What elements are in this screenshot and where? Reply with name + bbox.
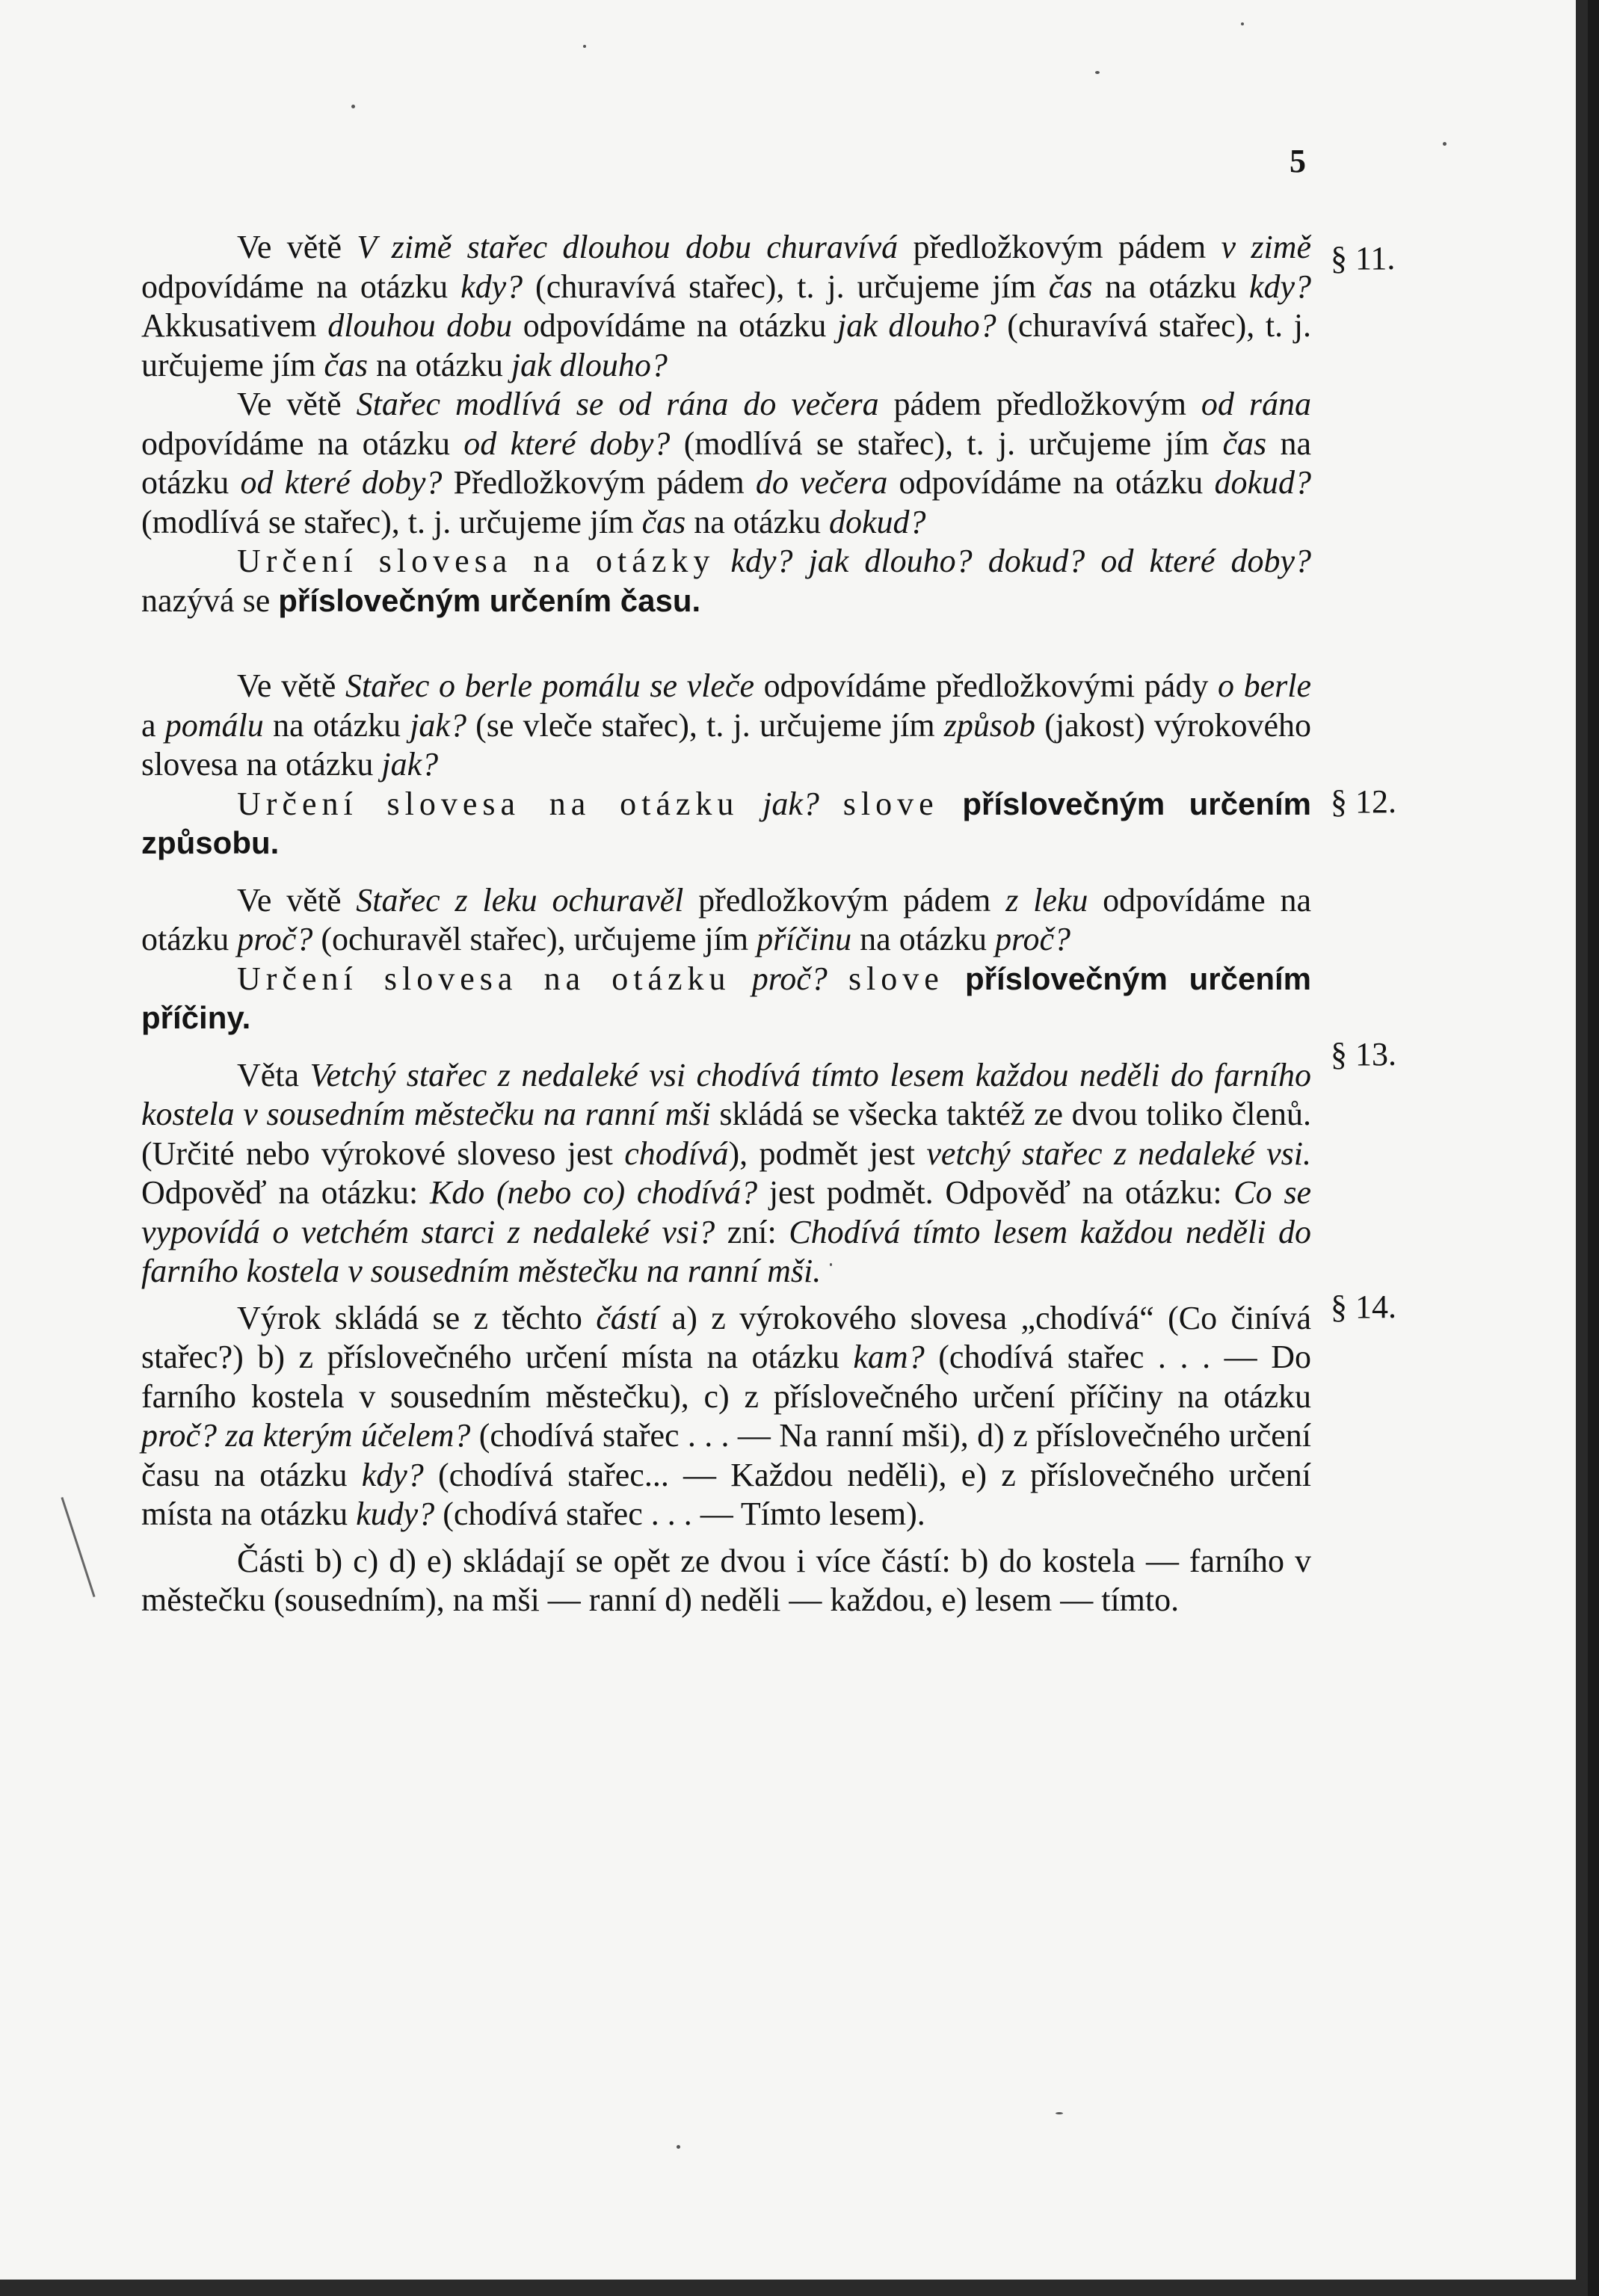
paragraph-cause: Ve větě Stařec z leku ochuravěl předložkovým pádem z leku odpovídáme na otázku proč? (ochuravěl stařec), určujeme jím příčinu na otázku proč? <box>141 881 1311 957</box>
scan-scratch <box>61 1497 95 1597</box>
paragraph-manner: Ve větě Stařec o berle pomálu se vleče odpovídáme předložkovými pády o berle a pomálu na otázku jak? (se vleče stařec), t. j. určujeme jím způsob (jakost) výrokového slovesa na otázku jak? <box>141 667 1312 783</box>
section-mark-13: § 13. <box>1331 1036 1396 1073</box>
section-mark-11: § 11. <box>1331 240 1396 277</box>
scan-speck <box>1443 142 1447 146</box>
section-mark-14: § 14. <box>1331 1289 1396 1325</box>
paragraph-time-1: Ve větě V zimě stařec dlouhou dobu churavívá předložkovým pádem v zimě odpovídáme na otázku kdy? (churavívá stařec), t. j. určujeme jím čas na otázku kdy? Akkusativem dlouhou dobu odpovídáme na otázku jak dlouho? (churavívá stařec), t. j. určujeme jím čas na otázku jak dlouho? <box>141 229 1312 383</box>
section-mark-12: § 12. <box>1331 783 1396 820</box>
paragraph-subparts: Části b) c) d) e) skládají se opět ze dvou i více částí: b) do kostela — farního v městečku (sousedním), na mši — ranní d) neděli — každou, e) lesem — tímto. <box>141 1542 1311 1618</box>
scan-speck <box>1241 22 1244 25</box>
page-number: 5 <box>1290 143 1306 179</box>
scan-speck <box>830 1263 832 1266</box>
definition-time: Určení slovesa na otázky kdy? jak dlouho? dokud? od které doby? nazývá se příslovečným určením času. <box>141 543 1311 619</box>
scan-speck <box>1095 71 1100 74</box>
paragraph-time-2: Ve větě Stařec modlívá se od rána do večera pádem předložkovým od rána odpovídáme na otázku od které doby? (modlívá se stařec), t. j. určujeme jím čas na otázku od které doby? Předložkovým pádem do večera odpovídáme na otázku dokud? (modlívá se stařec), t. j. určujeme jím čas na otázku dokud? <box>141 386 1312 540</box>
page-body <box>141 228 1311 1620</box>
scan-speck <box>351 105 355 108</box>
paragraph-predicate-parts: Výrok skládá se z těchto částí a) z výrokového slovesa „chodívá“ (Co činívá stařec?) b) z příslovečného určení místa na otázku kam? (chodívá stařec . . . — Do farního kostela v sousedním městečku), c) z příslovečného určení příčiny na otázku proč? za kterým účelem? (chodívá stařec . . . — Na ranní mši), d) z příslovečného určení času na otázku kdy? (chodívá stařec... — Každou neděli), e) z příslovečného určení místa na otázku kudy? (chodívá stařec . . . — Tímto lesem). <box>141 1299 1311 1532</box>
scan-speck <box>677 2145 680 2149</box>
scan-speck <box>583 45 586 48</box>
definition-manner: Určení slovesa na otázku jak? slove příslovečným určením způsobu. <box>141 785 1312 860</box>
paragraph-sentence-analysis: Věta Vetchý stařec z nedaleké vsi chodívá tímto lesem každou neděli do farního kostela v sousedním městečku na ranní mši skládá se všecka taktéž ze dvou toliko členů. (Určité nebo výrokové sloveso jest chodívá), podmět jest vetchý stařec z nedaleké vsi. Odpověď na otázku: Kdo (nebo co) chodívá? jest podmět. Odpověď na otázku: Co se vypovídá o vetchém starci z nedaleké vsi? zní: Chodívá tímto lesem každou neděli do farního kostela v sousedním městečku na ranní mši. <box>141 1056 1312 1289</box>
scan-speck <box>1056 2112 1063 2114</box>
definition-cause: Určení slovesa na otázku proč? slove příslovečným určením příčiny. <box>141 960 1312 1035</box>
